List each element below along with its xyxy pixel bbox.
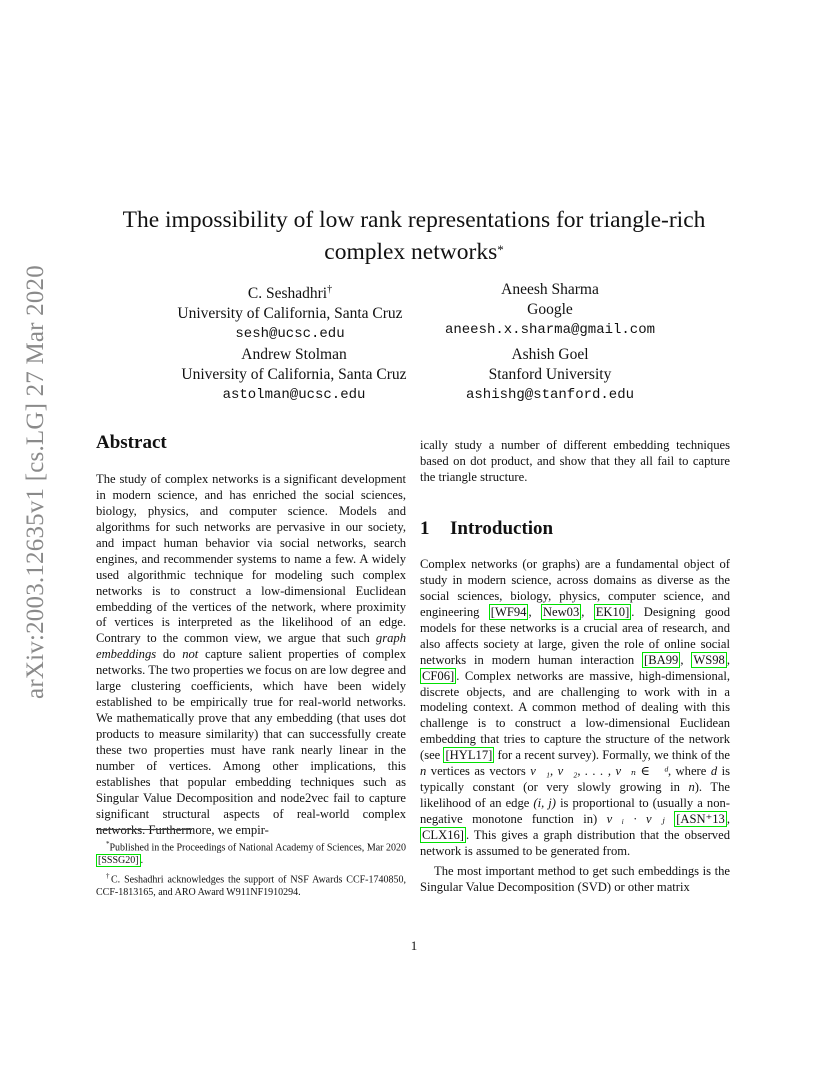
citation-link[interactable]: WS98: [693, 652, 725, 667]
section-heading-introduction: [420, 518, 553, 540]
citation-link[interactable]: [WF94: [490, 604, 527, 619]
citation-link[interactable]: New03: [542, 604, 580, 619]
math: (i, j): [533, 796, 557, 811]
title-line-2: complex networks: [324, 239, 498, 265]
author-email: astolman@ucsc.edu: [222, 387, 366, 403]
footnotes: [96, 838, 406, 903]
author-email: aneesh.x.sharma@gmail.com: [444, 322, 656, 338]
section-number: 1: [420, 518, 430, 539]
footnote-2: †C. Seshadhri acknowledges the support of NSF Awards CCF-1740850, CCF-1813165, and ARO Award W911NF1910294.: [96, 872, 407, 899]
math: n: [688, 780, 695, 795]
emphasis: graph embeddings: [96, 631, 406, 662]
author-block-seshadhri: [140, 280, 440, 344]
author-footnote-mark: †: [327, 284, 333, 295]
author-block-stolman: [160, 345, 428, 405]
section-title: Introduction: [450, 518, 554, 539]
math: v⃗₁, v⃗₂, . . . , v⃗ₙ ∈ ℝᵈ: [530, 764, 668, 779]
citation-link[interactable]: [BA99: [644, 652, 679, 667]
footnote-divider: [96, 829, 192, 830]
author-email: sesh@ucsc.edu: [235, 326, 345, 343]
citation-link[interactable]: [SSSG20]: [98, 854, 139, 866]
paragraph: The most important method to get such embeddings is the Singular Value Decomposition (SVD) or other matrix: [420, 863, 730, 894]
title-footnote-mark: *: [497, 242, 504, 257]
author-affiliation: University of California, Santa Cruz: [181, 366, 407, 383]
author-affiliation: Stanford University: [488, 366, 612, 383]
citation-link[interactable]: [HYL17]: [445, 748, 493, 763]
math: v⃗ᵢ · v⃗ⱼ: [606, 812, 665, 826]
author-block-goel: [430, 345, 670, 405]
arxiv-identifier: arXiv:2003.12635v1 [cs.LG] 27 Mar 2020: [22, 265, 49, 699]
page-number: 1: [410, 938, 418, 953]
paragraph: Complex networks (or graphs) are a fundamental object of study in modern science, across domains as diverse as the social sciences, biology, physics, computer science, and engineering [WF94 , New03 , EK10] . Designing good models for these networks is a crucial area of research, and also affects society at large, given the role of online social networks in modern human interaction [BA99 , WS98 , CF06] . Complex networks are massive, high-dimensional, discrete objects, and are challenging to work with in a modeling context. A common method of dealing with this challenge is to construct a low-dimensional Euclidean embedding that tries to capture the structure of the network (see [HYL17] for a recent survey). Formally, we think of the n vertices as vectors v⃗₁, v⃗₂, . . . , v⃗ₙ ∈ ℝᵈ, where d is typically constant (or very slowly growing in n). The likelihood of an edge (i, j) is proportional to (usually a non-negative monotone function in) v⃗ᵢ · v⃗ⱼ [ASN⁺13 , CLX16] . This gives a graph distribution that the observed network is assumed to be generated from.: [420, 557, 731, 858]
introduction-text: [420, 557, 730, 896]
citation-link[interactable]: CF06]: [422, 668, 455, 683]
math: n: [420, 764, 427, 779]
author-affiliation: University of California, Santa Cruz: [177, 305, 403, 323]
author-affiliation: Google: [527, 301, 573, 318]
abstract-continuation: ically study a number of different embedding techniques based on dot product, and show that they all fail to capture the triangle structure.: [420, 438, 730, 484]
author-block-sharma: [420, 280, 680, 340]
citation-link[interactable]: EK10]: [595, 604, 630, 619]
citation-link[interactable]: [ASN⁺13: [676, 812, 725, 826]
arxiv-sidebar: [14, 265, 58, 699]
paper-title: [100, 204, 728, 268]
author-email: ashishg@stanford.edu: [465, 387, 635, 403]
title-line-1: The impossibility of low rank representations for triangle-rich: [122, 207, 706, 233]
emphasis: not: [182, 647, 199, 662]
citation-link[interactable]: CLX16]: [422, 827, 464, 842]
footnote-1: *Published in the Proceedings of National Academy of Sciences, Mar 2020 [SSSG20] .: [98, 840, 406, 866]
author-name: Andrew Stolman: [241, 346, 347, 363]
math: d: [710, 764, 718, 779]
abstract-text: The study of complex networks is a significant development in modern science, and has enriched the social sciences, biology, physics, and computer science. Models and algorithms for such networks are pervasive in our society, and impact human behavior via social networks, search engines, and recommender systems to name a few. A widely used algorithmic technique for modeling such complex networks is to construct a low-dimensional Euclidean embedding of the vertices of the network, where proximity of vertices is interpreted as the likelihood of an edge. Contrary to the common view, we argue that such graph embeddings do not capture salient properties of complex networks. The two properties we focus on are low degree and large clustering coefficients, which have been widely established to be empirically true for real-world networks. We mathematically prove that any embedding (that uses dot products to measure similarity) that can successfully create these two properties must have rank nearly linear in the number of vertices. Among other implications, this establishes that popular embedding techniques such as Singular Value Decomposition and node2vec fail to capture significant structural aspects of real-world complex networks. Furthermore, we empir-: [96, 472, 407, 837]
author-name: Ashish Goel: [511, 346, 589, 363]
abstract-heading: Abstract: [96, 432, 167, 453]
author-name: Aneesh Sharma: [501, 281, 599, 298]
author-name: C. Seshadhri: [247, 285, 328, 303]
